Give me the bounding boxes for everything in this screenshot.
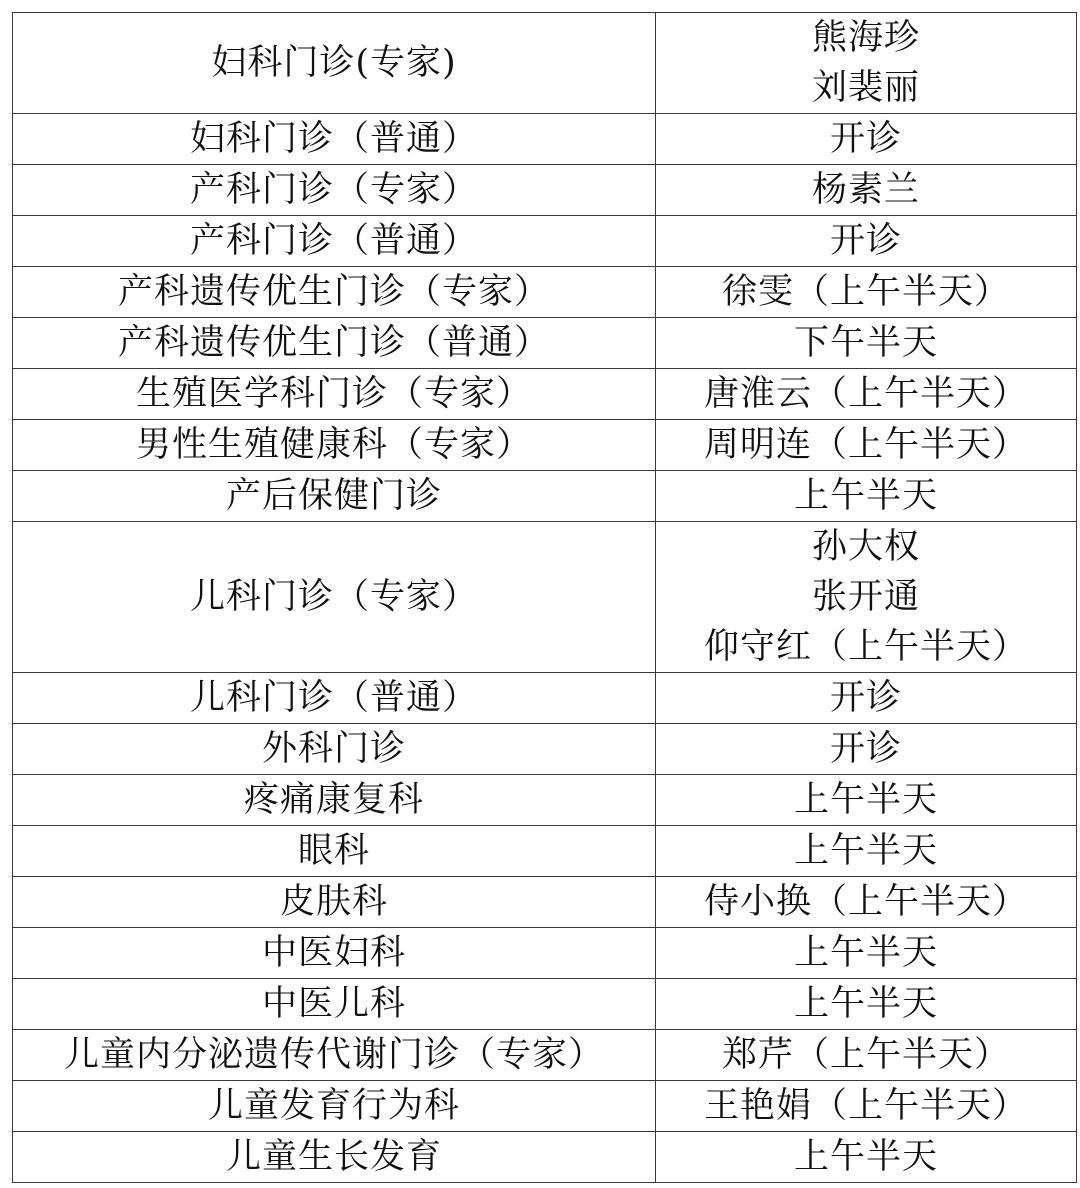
doctor-entry: 上午半天 [793, 831, 938, 871]
doctor-entry: 上午半天 [793, 933, 938, 973]
doctor-entry: 郑芹（上午半天） [721, 1035, 1010, 1075]
department-cell [13, 369, 656, 420]
department-cell [13, 471, 656, 522]
department-cell [13, 826, 656, 877]
department-cell [13, 928, 656, 979]
doctor-cell [656, 1081, 1077, 1132]
schedule-sheet [12, 12, 1076, 1183]
department-name: 中医儿科 [261, 984, 406, 1024]
department-name: 儿童发育行为科 [207, 1086, 460, 1126]
department-cell [13, 775, 656, 826]
department-name: 儿童生长发育 [225, 1137, 442, 1177]
doctor-cell [656, 114, 1077, 165]
table-row [13, 420, 1077, 471]
table-row [13, 1081, 1077, 1132]
doctor-entry: 唐淮云（上午半天） [703, 374, 1028, 414]
doctor-cell [656, 1132, 1077, 1183]
doctor-cell [656, 13, 1077, 114]
doctor-cell [656, 369, 1077, 420]
department-cell [13, 1132, 656, 1183]
department-cell [13, 673, 656, 724]
department-cell [13, 216, 656, 267]
table-row [13, 318, 1077, 369]
department-cell [13, 420, 656, 471]
department-name: 产科门诊（专家） [189, 170, 478, 210]
doctor-cell [656, 471, 1077, 522]
department-name: 眼科 [297, 831, 370, 871]
department-name: 产科遗传优生门诊（专家） [117, 272, 550, 312]
doctor-entry: 开诊 [829, 221, 902, 261]
doctor-entry: 刘裴丽 [811, 68, 920, 108]
department-name: 儿童内分泌遗传代谢门诊（专家） [63, 1035, 604, 1075]
department-name: 儿科门诊（专家） [189, 577, 478, 617]
doctor-entry: 上午半天 [793, 476, 938, 516]
table-row [13, 369, 1077, 420]
doctor-entry: 王艳娟（上午半天） [703, 1086, 1028, 1126]
department-cell [13, 13, 656, 114]
doctor-entry: 侍小换（上午半天） [703, 882, 1028, 922]
doctor-cell [656, 979, 1077, 1030]
doctor-entry: 仰守红（上午半天） [703, 627, 1028, 667]
table-row [13, 165, 1077, 216]
doctor-cell [656, 267, 1077, 318]
doctor-cell [656, 420, 1077, 471]
department-cell [13, 877, 656, 928]
doctor-cell [656, 928, 1077, 979]
doctor-entry: 开诊 [829, 678, 902, 718]
department-cell [13, 979, 656, 1030]
doctor-cell [656, 724, 1077, 775]
clinic-schedule-table [12, 12, 1077, 1183]
department-name: 产科遗传优生门诊（普通） [117, 323, 550, 363]
doctor-entry: 上午半天 [793, 780, 938, 820]
schedule-body [13, 13, 1077, 1183]
doctor-cell [656, 775, 1077, 826]
department-name: 疼痛康复科 [243, 780, 424, 820]
table-row [13, 13, 1077, 114]
doctor-entry: 开诊 [829, 729, 902, 769]
table-row [13, 216, 1077, 267]
department-cell [13, 724, 656, 775]
table-row [13, 826, 1077, 877]
table-row [13, 673, 1077, 724]
department-name: 外科门诊 [261, 729, 406, 769]
department-name: 妇科门诊(专家) [211, 43, 457, 83]
department-cell [13, 318, 656, 369]
table-row [13, 979, 1077, 1030]
doctor-entry: 孙大权 [811, 527, 920, 567]
department-cell [13, 267, 656, 318]
doctor-entry: 开诊 [829, 119, 902, 159]
doctor-entry: 上午半天 [793, 1137, 938, 1177]
table-row [13, 724, 1077, 775]
department-cell [13, 1081, 656, 1132]
department-name: 中医妇科 [261, 933, 406, 973]
doctor-entry: 上午半天 [793, 984, 938, 1024]
department-name: 产后保健门诊 [225, 476, 442, 516]
doctor-entry: 徐雯（上午半天） [721, 272, 1010, 312]
table-row [13, 928, 1077, 979]
doctor-entry: 下午半天 [793, 323, 938, 363]
table-row [13, 471, 1077, 522]
doctor-cell [656, 877, 1077, 928]
table-row [13, 1132, 1077, 1183]
doctor-cell [656, 318, 1077, 369]
table-row [13, 775, 1077, 826]
doctor-entry: 杨素兰 [811, 170, 920, 210]
table-row [13, 877, 1077, 928]
doctor-cell [656, 673, 1077, 724]
table-row [13, 522, 1077, 673]
table-row [13, 114, 1077, 165]
department-cell [13, 165, 656, 216]
department-cell [13, 1030, 656, 1081]
department-name: 儿科门诊（普通） [189, 678, 478, 718]
doctor-entry: 熊海珍 [811, 18, 920, 58]
table-row [13, 1030, 1077, 1081]
department-name: 生殖医学科门诊（专家） [135, 374, 532, 414]
doctor-cell [656, 826, 1077, 877]
department-cell [13, 522, 656, 673]
department-name: 男性生殖健康科（专家） [135, 425, 532, 465]
doctor-entry: 张开通 [811, 577, 920, 617]
department-name: 皮肤科 [279, 882, 388, 922]
department-name: 妇科门诊（普通） [189, 119, 478, 159]
doctor-cell [656, 216, 1077, 267]
doctor-entry: 周明连（上午半天） [703, 425, 1028, 465]
doctor-cell [656, 1030, 1077, 1081]
department-cell [13, 114, 656, 165]
table-row [13, 267, 1077, 318]
department-name: 产科门诊（普通） [189, 221, 478, 261]
doctor-cell [656, 522, 1077, 673]
doctor-cell [656, 165, 1077, 216]
